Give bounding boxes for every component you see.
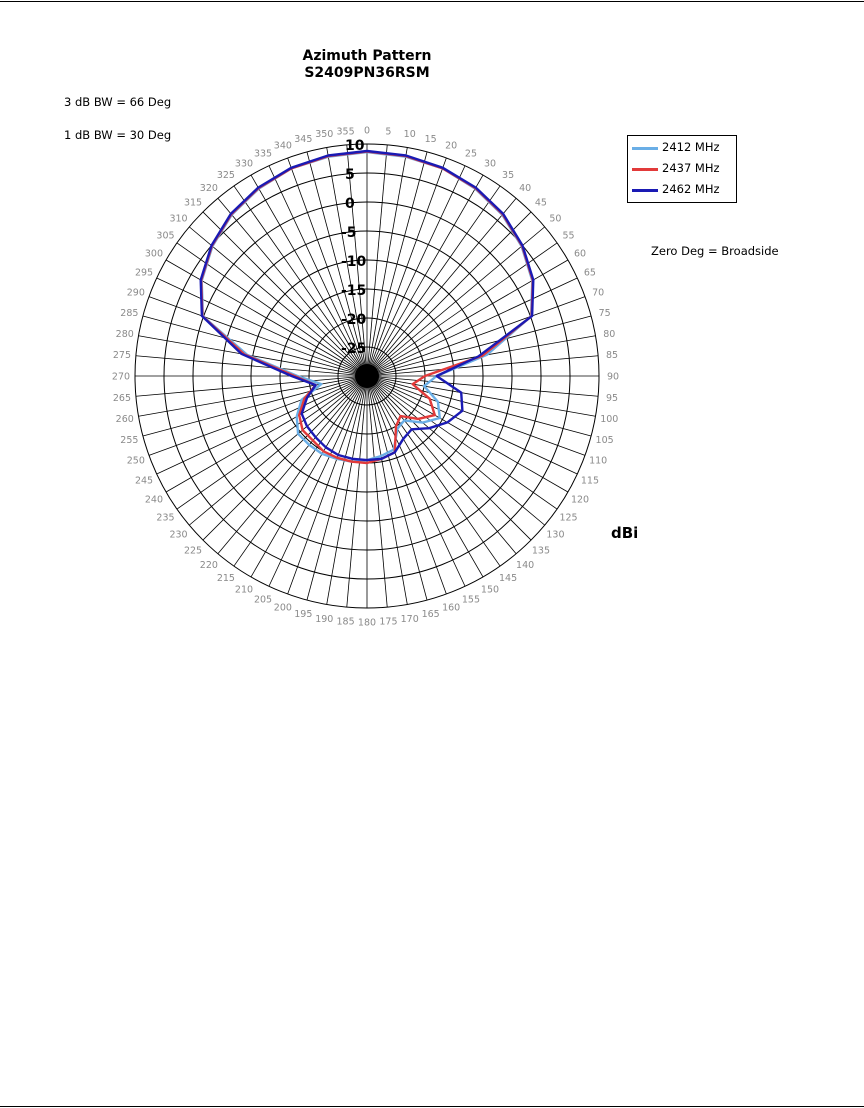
grid-spoke (367, 158, 446, 376)
radial-tick-label: 5 (345, 167, 355, 183)
data-point-2462-mhz (428, 427, 430, 429)
angle-tick-label: 160 (442, 602, 461, 614)
angle-tick-label: 0 (363, 125, 371, 137)
angle-tick-label: 5 (385, 126, 392, 138)
legend-label-2437: 2437 MHz (662, 161, 720, 175)
data-point-2462-mhz (301, 413, 303, 415)
angle-tick-label: 265 (112, 392, 132, 404)
angle-tick-label: 220 (199, 559, 218, 571)
angle-tick-label: 155 (461, 594, 481, 606)
angle-tick-label: 285 (120, 307, 139, 319)
data-point-2412-mhz (422, 422, 424, 424)
data-point-2462-mhz (315, 436, 317, 438)
angle-tick-label: 240 (144, 494, 164, 506)
angle-tick-label: 115 (580, 475, 600, 487)
data-point-2462-mhz (306, 397, 308, 399)
data-point-2462-mhz (502, 213, 504, 215)
angle-tick-label: 165 (421, 609, 440, 621)
data-point-2437-mhz (312, 440, 314, 442)
data-point-2437-mhz (434, 414, 436, 416)
data-point-2462-mhz (447, 422, 449, 424)
angle-tick-label: 45 (534, 197, 547, 209)
data-point-2437-mhz (395, 425, 397, 427)
data-point-2462-mhz (366, 150, 368, 152)
angle-tick-label: 270 (111, 371, 131, 383)
angle-tick-label: 350 (315, 129, 334, 141)
legend-label-2412: 2412 MHz (662, 140, 720, 154)
data-point-2437-mhz (412, 383, 414, 385)
angle-tick-label: 295 (134, 267, 154, 279)
data-point-2462-mhz (475, 187, 477, 189)
angle-tick-label: 275 (112, 350, 132, 362)
radial-tick-label: 10 (345, 138, 365, 154)
data-point-2462-mhz (200, 279, 202, 281)
legend-swatch-2412 (632, 147, 658, 150)
angle-tick-label: 335 (253, 148, 273, 160)
data-point-2462-mhz (211, 245, 213, 247)
data-point-2462-mhz (522, 245, 524, 247)
data-point-2437-mhz (417, 418, 419, 420)
data-point-2412-mhz (380, 455, 382, 457)
angle-tick-label: 245 (134, 475, 154, 487)
data-point-2437-mhz (298, 414, 300, 416)
data-point-2462-mhz (411, 428, 413, 430)
data-point-2437-mhz (400, 415, 402, 417)
angle-tick-label: 85 (606, 350, 619, 362)
angle-tick-label: 35 (502, 169, 515, 181)
angle-tick-label: 330 (234, 158, 254, 170)
angle-tick-label: 110 (589, 455, 608, 467)
data-point-2462-mhz (478, 356, 480, 358)
data-point-2462-mhz (325, 446, 327, 448)
grid-spoke (367, 376, 427, 600)
data-point-2437-mhz (366, 462, 368, 464)
data-point-2462-mhz (291, 375, 293, 377)
angle-tick-label: 225 (183, 545, 203, 557)
grid-spoke (367, 376, 591, 436)
data-point-2462-mhz (306, 425, 308, 427)
angle-tick-label: 25 (464, 148, 478, 160)
data-point-2437-mhz (302, 429, 304, 431)
broadside-annotation: Zero Deg = Broadside (651, 244, 779, 258)
angle-tick-label: 255 (120, 435, 139, 447)
angle-tick-label: 130 (546, 529, 565, 541)
angle-tick-label: 230 (169, 529, 188, 541)
angle-tick-label: 170 (400, 613, 419, 625)
angle-tick-label: 290 (126, 287, 145, 299)
legend-label-2462: 2462 MHz (662, 182, 720, 196)
angle-tick-label: 105 (595, 435, 614, 447)
data-point-2412-mhz (308, 444, 310, 446)
data-point-2412-mhz (320, 383, 322, 385)
data-point-2437-mhz (303, 398, 305, 400)
data-point-2462-mhz (366, 459, 368, 461)
data-point-2462-mhz (352, 458, 354, 460)
grid-spoke (149, 297, 367, 376)
legend-item-2462 (632, 180, 734, 200)
top-rule (0, 1, 864, 2)
data-point-2462-mhz (327, 155, 329, 157)
data-point-2412-mhz (403, 420, 405, 422)
radial-tick-label: 0 (345, 196, 355, 212)
angle-tick-label: 315 (183, 197, 203, 209)
angle-tick-label: 150 (480, 584, 500, 596)
data-point-2412-mhz (321, 453, 323, 455)
angle-tick-label: 120 (570, 494, 590, 506)
angle-tick-label: 95 (606, 392, 619, 404)
angle-tick-label: 20 (445, 140, 458, 152)
chart-title: Azimuth Pattern (302, 48, 432, 64)
grid-spoke (367, 297, 585, 376)
angle-tick-label: 145 (499, 573, 518, 585)
angle-tick-label: 250 (126, 455, 145, 467)
data-point-2462-mhz (460, 392, 462, 394)
chart-subtitle: S2409PN36RSM (304, 65, 430, 81)
angle-tick-label: 185 (336, 616, 355, 628)
radial-unit-label: dBi (611, 524, 639, 542)
data-point-2412-mhz (486, 354, 488, 356)
angle-tick-label: 175 (379, 616, 398, 628)
angle-tick-label: 30 (483, 158, 497, 170)
angle-tick-label: 300 (144, 248, 164, 260)
legend-swatch-2437 (632, 168, 658, 171)
angle-tick-label: 355 (336, 126, 355, 138)
angle-tick-label: 180 (357, 617, 377, 629)
bandwidth-1db-note: 1 dB BW = 30 Deg (64, 128, 172, 142)
data-point-2412-mhz (301, 399, 303, 401)
angle-tick-label: 280 (115, 328, 134, 340)
angle-tick-label: 200 (273, 602, 292, 614)
angle-tick-label: 40 (519, 183, 532, 195)
angle-tick-label: 205 (253, 594, 273, 606)
data-point-2462-mhz (290, 167, 292, 169)
data-point-2462-mhz (230, 213, 232, 215)
bottom-rule (0, 1106, 864, 1107)
angle-tick-label: 305 (156, 230, 175, 242)
data-point-2462-mhz (201, 315, 203, 317)
angle-tick-label: 65 (583, 267, 596, 279)
legend-item-2412 (632, 138, 734, 158)
angle-tick-label: 75 (598, 307, 611, 319)
angle-tick-label: 60 (573, 248, 587, 260)
grid-spoke (149, 376, 367, 455)
angle-tick-label: 190 (315, 613, 334, 625)
data-point-2437-mhz (424, 375, 426, 377)
angle-tick-label: 70 (592, 287, 605, 299)
azimuth-pattern-figure (57, 40, 817, 636)
legend (627, 135, 737, 203)
angle-tick-label: 310 (169, 213, 188, 225)
data-point-2412-mhz (439, 417, 441, 419)
data-point-2462-mhz (531, 315, 533, 317)
grid-spoke (143, 376, 367, 436)
data-point-2462-mhz (532, 279, 534, 281)
data-point-2437-mhz (351, 461, 353, 463)
data-point-2462-mhz (394, 451, 396, 453)
data-point-2412-mhz (296, 416, 298, 418)
angle-tick-label: 140 (516, 559, 535, 571)
grid-spoke (367, 376, 446, 594)
angle-tick-label: 80 (603, 328, 616, 340)
angle-tick-label: 15 (424, 133, 437, 145)
data-point-2462-mhz (337, 454, 339, 456)
data-point-2412-mhz (437, 401, 439, 403)
angle-tick-label: 325 (216, 169, 235, 181)
angle-tick-label: 135 (531, 545, 551, 557)
radial-tick-label: -20 (341, 312, 367, 328)
legend-item-2437 (632, 159, 734, 179)
data-point-2412-mhz (297, 433, 299, 435)
radial-tick-label: -10 (341, 254, 367, 270)
angle-tick-label: 55 (562, 230, 575, 242)
data-point-2462-mhz (405, 155, 407, 157)
angle-tick-label: 260 (115, 414, 134, 426)
data-point-2412-mhz (423, 385, 425, 387)
grid-spoke (367, 316, 591, 376)
angle-tick-label: 210 (234, 584, 254, 596)
legend-swatch-2462 (632, 189, 658, 192)
data-point-2437-mhz (323, 450, 325, 452)
data-point-2462-mhz (381, 458, 383, 460)
grid-spoke (143, 316, 367, 376)
data-point-2462-mhz (257, 187, 259, 189)
data-point-2462-mhz (402, 438, 404, 440)
data-point-2462-mhz (436, 375, 438, 377)
angle-tick-label: 125 (559, 512, 578, 524)
center-hub (355, 364, 379, 388)
radial-tick-label: -15 (341, 283, 367, 299)
angle-tick-label: 340 (273, 140, 292, 152)
data-point-2462-mhz (462, 410, 464, 412)
angle-tick-label: 345 (294, 133, 313, 145)
radial-tick-label: -25 (341, 341, 367, 357)
angle-tick-label: 320 (199, 183, 218, 195)
angle-tick-label: 90 (606, 371, 620, 383)
data-point-2437-mhz (336, 457, 338, 459)
angle-tick-label: 100 (600, 414, 619, 426)
radial-tick-label: -5 (341, 225, 357, 241)
grid-spoke (367, 152, 427, 376)
angle-tick-label: 195 (294, 609, 313, 621)
data-point-2462-mhz (442, 167, 444, 169)
grid-spoke (307, 376, 367, 600)
angle-tick-label: 10 (403, 129, 416, 141)
angle-tick-label: 215 (216, 573, 235, 585)
data-point-2462-mhz (240, 353, 242, 355)
data-point-2437-mhz (429, 398, 431, 400)
angle-tick-label: 235 (156, 512, 175, 524)
data-point-2462-mhz (315, 384, 317, 386)
bandwidth-3db-note: 3 dB BW = 66 Deg (64, 95, 172, 109)
angle-tick-label: 50 (549, 213, 562, 225)
